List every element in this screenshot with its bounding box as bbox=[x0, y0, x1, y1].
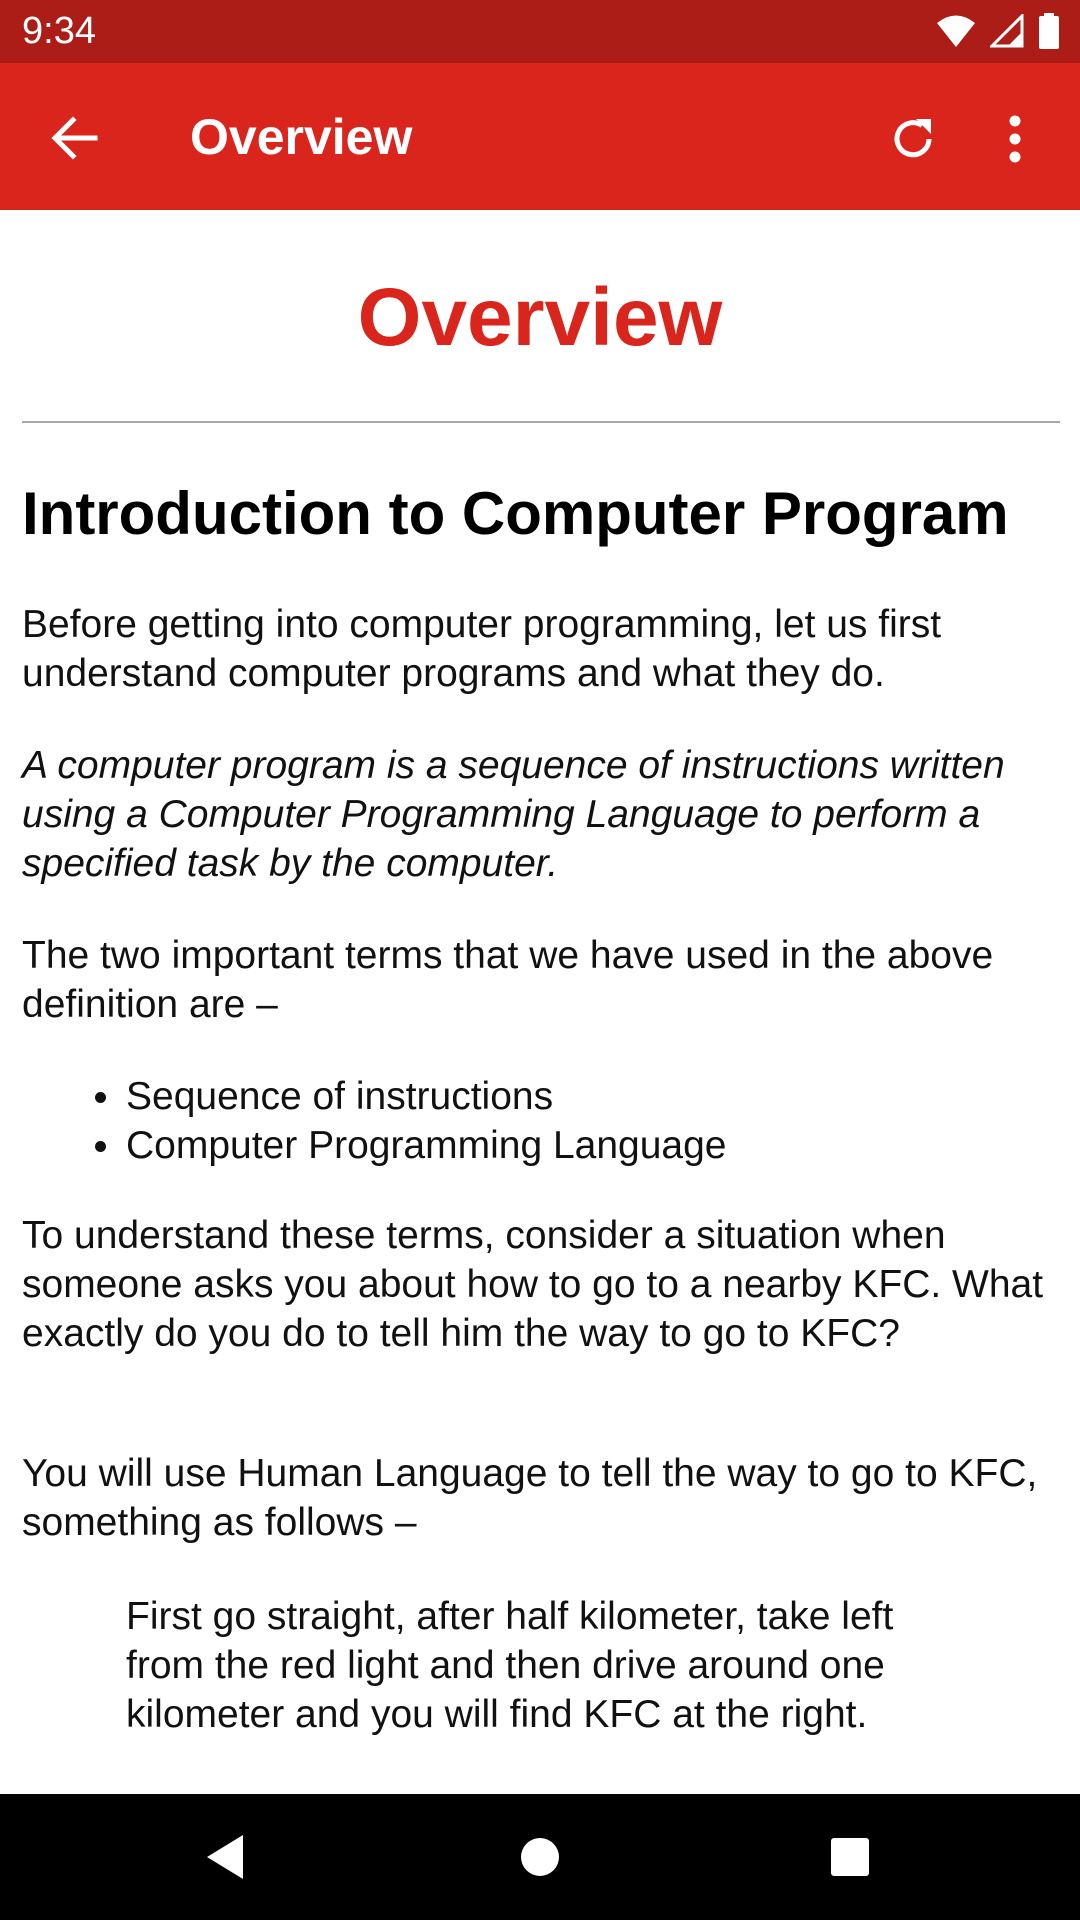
list-item: Sequence of instructions bbox=[22, 1072, 727, 1121]
list-item: Computer Programming Language bbox=[22, 1121, 727, 1170]
paragraph-terms: The two important terms that we have used in the above definition are – bbox=[22, 934, 994, 1026]
signal-icon bbox=[990, 14, 1024, 48]
paragraph-definition: A computer program is a sequence of instructions written using a Computer Programming Language to perform a specified task by the computer. bbox=[22, 744, 1005, 885]
nav-back-button[interactable] bbox=[190, 1822, 260, 1892]
section-heading: Introduction to Computer Program bbox=[22, 480, 1009, 547]
system-nav-bar bbox=[0, 1794, 1080, 1920]
status-icons bbox=[936, 12, 1060, 50]
more-vert-icon bbox=[1008, 115, 1022, 163]
refresh-button[interactable] bbox=[868, 99, 958, 179]
nav-home-button[interactable] bbox=[505, 1822, 575, 1892]
nav-recents-button[interactable] bbox=[815, 1822, 885, 1892]
back-button[interactable] bbox=[30, 103, 120, 173]
toolbar-title: Overview bbox=[190, 109, 413, 165]
more-options-button[interactable] bbox=[985, 99, 1045, 179]
status-bar bbox=[0, 0, 1080, 63]
directions-quote: First go straight, after half kilometer, take left from the red light and then drive around one kilometer and you will find KFC at the right. bbox=[126, 1595, 894, 1736]
divider bbox=[22, 421, 1060, 423]
back-arrow-icon bbox=[51, 116, 99, 160]
app-bar bbox=[0, 63, 1080, 210]
back-triangle-icon bbox=[203, 1833, 247, 1881]
paragraph-intro: Before getting into computer programming, let us first understand computer programs and what they do. bbox=[22, 603, 942, 695]
status-time: 9:34 bbox=[22, 10, 96, 52]
page-heading: Overview bbox=[357, 272, 723, 363]
battery-icon bbox=[1038, 13, 1060, 49]
paragraph-human-language: You will use Human Language to tell the way to go to KFC, something as follows – bbox=[22, 1452, 1038, 1544]
recents-square-icon bbox=[829, 1836, 871, 1878]
paragraph-kfc-question: To understand these terms, consider a situation when someone asks you about how to go to a nearby KFC. What exactly do you do to tell him the way to go to KFC? bbox=[22, 1214, 1044, 1355]
refresh-icon bbox=[889, 115, 937, 163]
article-content[interactable] bbox=[0, 210, 1080, 1794]
wifi-icon bbox=[936, 14, 976, 48]
home-circle-icon bbox=[519, 1836, 561, 1878]
terms-list bbox=[22, 1072, 727, 1170]
